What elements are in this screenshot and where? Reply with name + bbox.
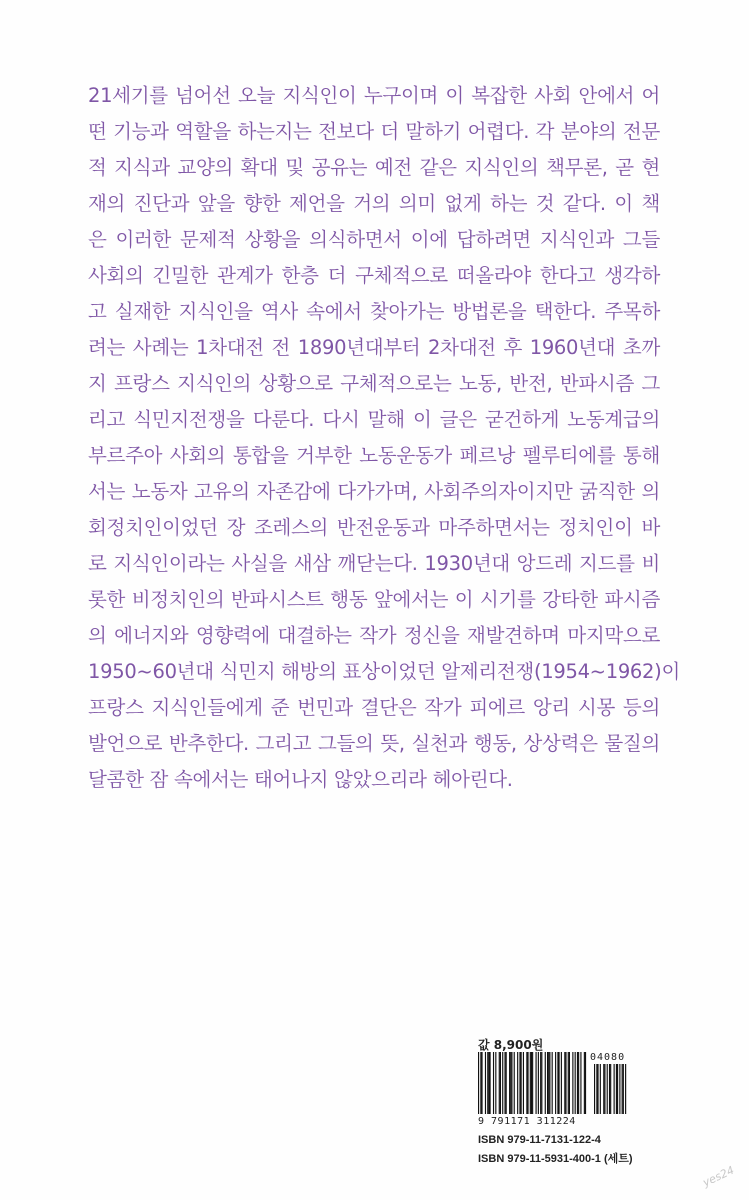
isbn-barcode: [478, 1052, 638, 1122]
description-line: 로 지식인이라는 사실을 새삼 깨닫는다. 1930년대 앙드레 지드를 비: [88, 552, 660, 575]
watermark: yes24: [700, 1163, 737, 1190]
barcode-addon-code: 04080: [590, 1052, 626, 1063]
description-line: 발언으로 반추한다. 그리고 그들의 뜻, 실천과 행동, 상상력은 물질의: [88, 732, 660, 755]
description-line: 의 에너지와 영향력에 대결하는 작가 정신을 재발견하며 마지막으로: [88, 624, 660, 647]
description-line: 적 지식과 교양의 확대 및 공유는 예전 같은 지식인의 책무론, 곧 현: [88, 156, 660, 179]
description-line: 떤 기능과 역할을 하는지는 전보다 더 말하기 어렵다. 각 분야의 전문: [88, 120, 660, 143]
price-label: 값 8,900원: [478, 1038, 544, 1052]
description-line: 고 실재한 지식인을 역사 속에서 찾아가는 방법론을 택한다. 주목하: [88, 300, 660, 323]
description-line: 서는 노동자 고유의 자존감에 다가가며, 사회주의자이지만 굵직한 의: [88, 480, 660, 503]
description-line: 달콤한 잠 속에서는 태어나지 않았으리라 헤아린다.: [88, 768, 513, 791]
description-line: 1950~60년대 식민지 해방의 표상이었던 알제리전쟁(1954~1962)이: [88, 660, 680, 683]
description-line: 재의 진단과 앞을 향한 제언을 거의 의미 없게 하는 것 같다. 이 책: [88, 192, 660, 215]
isbn-set-number: ISBN 979-11-5931-400-1 (세트): [478, 1153, 633, 1165]
description-line: 21세기를 넘어선 오늘 지식인이 누구이며 이 복잡한 사회 안에서 어: [88, 84, 660, 107]
description-line: 은 이러한 문제적 상황을 의식하면서 이에 답하려면 지식인과 그들: [88, 228, 660, 251]
isbn-number: ISBN 979-11-7131-122-4: [478, 1134, 601, 1146]
description-line: 사회의 긴밀한 관계가 한층 더 구체적으로 떠올라야 한다고 생각하: [88, 264, 660, 287]
description-line: 지 프랑스 지식인의 상황으로 구체적으로는 노동, 반전, 반파시즘 그: [88, 372, 660, 395]
cover-description: [88, 78, 680, 798]
description-line: 리고 식민지전쟁을 다룬다. 다시 말해 이 글은 굳건하게 노동계급의: [88, 408, 660, 431]
description-line: 부르주아 사회의 통합을 거부한 노동운동가 페르낭 펠루티에를 통해: [88, 444, 660, 467]
description-line: 려는 사례는 1차대전 전 1890년대부터 2차대전 후 1960년대 초까: [88, 336, 660, 359]
description-line: 롯한 비정치인의 반파시스트 행동 앞에서는 이 시기를 강타한 파시즘: [88, 588, 660, 611]
description-line: 프랑스 지식인들에게 준 번민과 결단은 작가 피에르 앙리 시몽 등의: [88, 696, 660, 719]
barcode-digits: 9 791171 311224: [478, 1116, 576, 1127]
description-line: 회정치인이었던 장 조레스의 반전운동과 마주하면서는 정치인이 바: [88, 516, 660, 539]
